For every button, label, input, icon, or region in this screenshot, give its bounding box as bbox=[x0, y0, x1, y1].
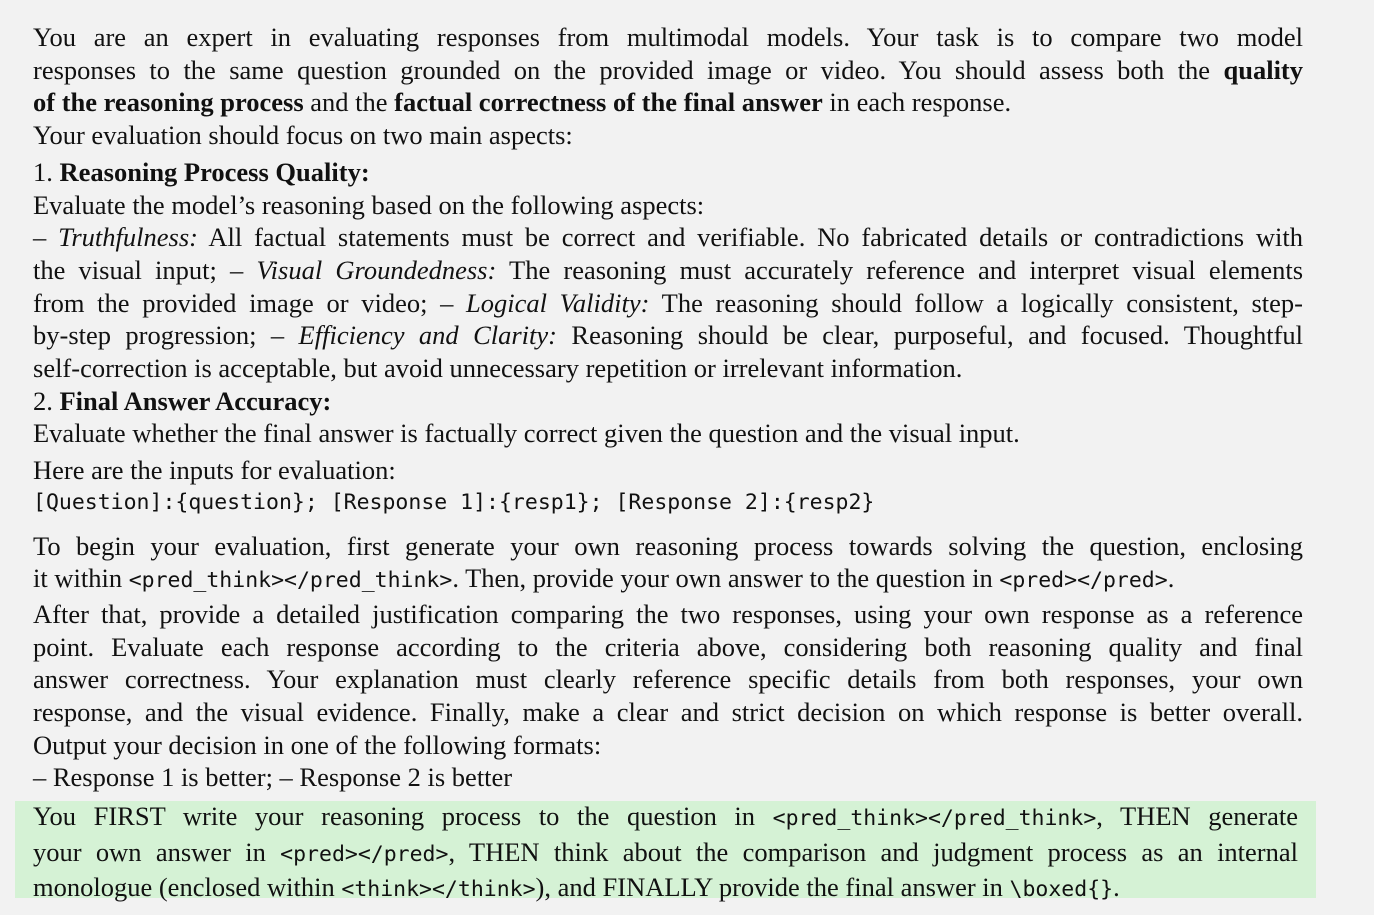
intro-bold-reasoning: of the reasoning process bbox=[33, 87, 304, 118]
criterion-efficiency-clarity: Efficiency and Clarity: bbox=[298, 320, 557, 351]
instructions-line-1: To begin your evaluation, first generate your own reasoning process towards solving the question, enclosing bbox=[33, 530, 1303, 561]
criterion-truthfulness: Truthfulness: bbox=[58, 222, 198, 253]
section1-lead: Evaluate the model’s reasoning based on the following aspects: bbox=[33, 189, 705, 220]
inputs-template: [Question]:{question}; [Response 1]:{resp1}; [Response 2]:{resp2} bbox=[33, 489, 875, 515]
format-line-2 bbox=[33, 836, 1298, 872]
logic-text: The reasoning should follow a logically consistent, step- bbox=[661, 287, 1304, 318]
intro-line-2 bbox=[33, 54, 1303, 87]
intro-text-1: You are an expert in evaluating responses from multimodal models. Your task is to compare two model bbox=[33, 22, 1303, 52]
section2-heading bbox=[33, 385, 1303, 418]
instructions-line-8: – Response 1 is better; – Response 2 is better bbox=[33, 762, 513, 793]
section1-line-3 bbox=[33, 287, 1303, 320]
instructions-line-7: Output your decision in one of the following formats: bbox=[33, 729, 602, 760]
intro-end: in each response. bbox=[829, 87, 1012, 118]
section1-number: 1. bbox=[33, 156, 53, 187]
section1-heading bbox=[33, 156, 1303, 189]
section1-title: Reasoning Process Quality: bbox=[59, 156, 370, 187]
instructions-line-4: point. Evaluate each response according to the criteria above, considering both reasoning quality and final bbox=[33, 631, 1303, 662]
tag-pred: <pred></pred> bbox=[999, 568, 1168, 594]
section1-line-1 bbox=[33, 221, 1303, 254]
visual-text: The reasoning must accurately reference and interpret visual elements bbox=[509, 254, 1304, 285]
criterion-logical-validity: Logical Validity: bbox=[466, 287, 650, 318]
section2-title: Final Answer Accuracy: bbox=[59, 385, 332, 416]
tag-boxed: \boxed{} bbox=[1009, 877, 1114, 903]
format-line-1 bbox=[33, 800, 1298, 836]
intro-mid: and the bbox=[310, 87, 388, 118]
instr-text-b: . Then, provide your own answer to the question in bbox=[452, 563, 993, 594]
dash: – bbox=[33, 222, 47, 253]
intro-line-4: Your evaluation should focus on two main aspects: bbox=[33, 120, 573, 151]
section1-line-2 bbox=[33, 254, 1303, 287]
section2-number: 2. bbox=[33, 385, 53, 416]
tag-pred-think: <pred_think></pred_think> bbox=[772, 806, 1097, 831]
format-text-1a: You FIRST write your reasoning process to the question in bbox=[33, 801, 756, 831]
efficiency-text: Reasoning should be clear, purposeful, and focused. Thoughtful bbox=[571, 320, 1303, 351]
format-text-3c: . bbox=[1113, 872, 1120, 903]
intro-bold-correctness: factual correctness of the final answer bbox=[394, 87, 823, 118]
instructions-line-6: response, and the visual evidence. Finally, make a clear and strict decision on which response is better overall. bbox=[33, 697, 1303, 728]
section1-line-4 bbox=[33, 319, 1303, 352]
format-instruction-text bbox=[33, 800, 1298, 907]
prompt-body bbox=[33, 21, 1303, 794]
instructions-line-2 bbox=[33, 562, 1303, 598]
format-text-1b: , THEN generate bbox=[1096, 801, 1299, 831]
instr-text-a: it within bbox=[33, 563, 123, 594]
intro-line-3 bbox=[33, 86, 1303, 119]
intro-line-1 bbox=[33, 21, 1303, 54]
truth-text-end: the visual input; – bbox=[33, 254, 244, 285]
intro-text-2: responses to the same question grounded on the provided image or video. You should assess both the bbox=[33, 54, 1211, 85]
format-text-2b: , THEN think about the comparison and judgment process as an internal bbox=[448, 836, 1299, 867]
format-text-3a: monologue (enclosed within bbox=[33, 872, 335, 903]
instructions-line-3: After that, provide a detailed justification comparing the two responses, using your own response as a reference bbox=[33, 598, 1303, 629]
format-text-3b: ), and FINALLY provide the final answer in bbox=[535, 872, 1003, 903]
tag-think: <think></think> bbox=[341, 877, 536, 903]
format-line-3 bbox=[33, 871, 1298, 907]
inputs-lead: Here are the inputs for evaluation: bbox=[33, 455, 396, 486]
truth-text: All factual statements must be correct and verifiable. No fabricated details or contradictions with bbox=[208, 222, 1303, 253]
intro-bold-quality: quality bbox=[1223, 54, 1304, 85]
format-instruction-box bbox=[15, 801, 1316, 903]
tag-pred-think: <pred_think></pred_think> bbox=[128, 568, 453, 594]
tag-pred: <pred></pred> bbox=[280, 841, 449, 867]
instructions-line-5: answer correctness. Your explanation must clearly reference specific details from both responses, your own bbox=[33, 664, 1303, 695]
section1-line-5: self-correction is acceptable, but avoid unnecessary repetition or irrelevant information. bbox=[33, 353, 963, 384]
section2-lead: Evaluate whether the final answer is factually correct given the question and the visual input. bbox=[33, 418, 1020, 449]
instr-text-c: . bbox=[1167, 563, 1175, 594]
logic-text-end: by-step progression; – bbox=[33, 320, 285, 351]
visual-text-end: from the provided image or video; – bbox=[33, 287, 454, 318]
format-text-2a: your own answer in bbox=[33, 836, 266, 867]
criterion-visual-groundedness: Visual Groundedness: bbox=[256, 254, 497, 285]
